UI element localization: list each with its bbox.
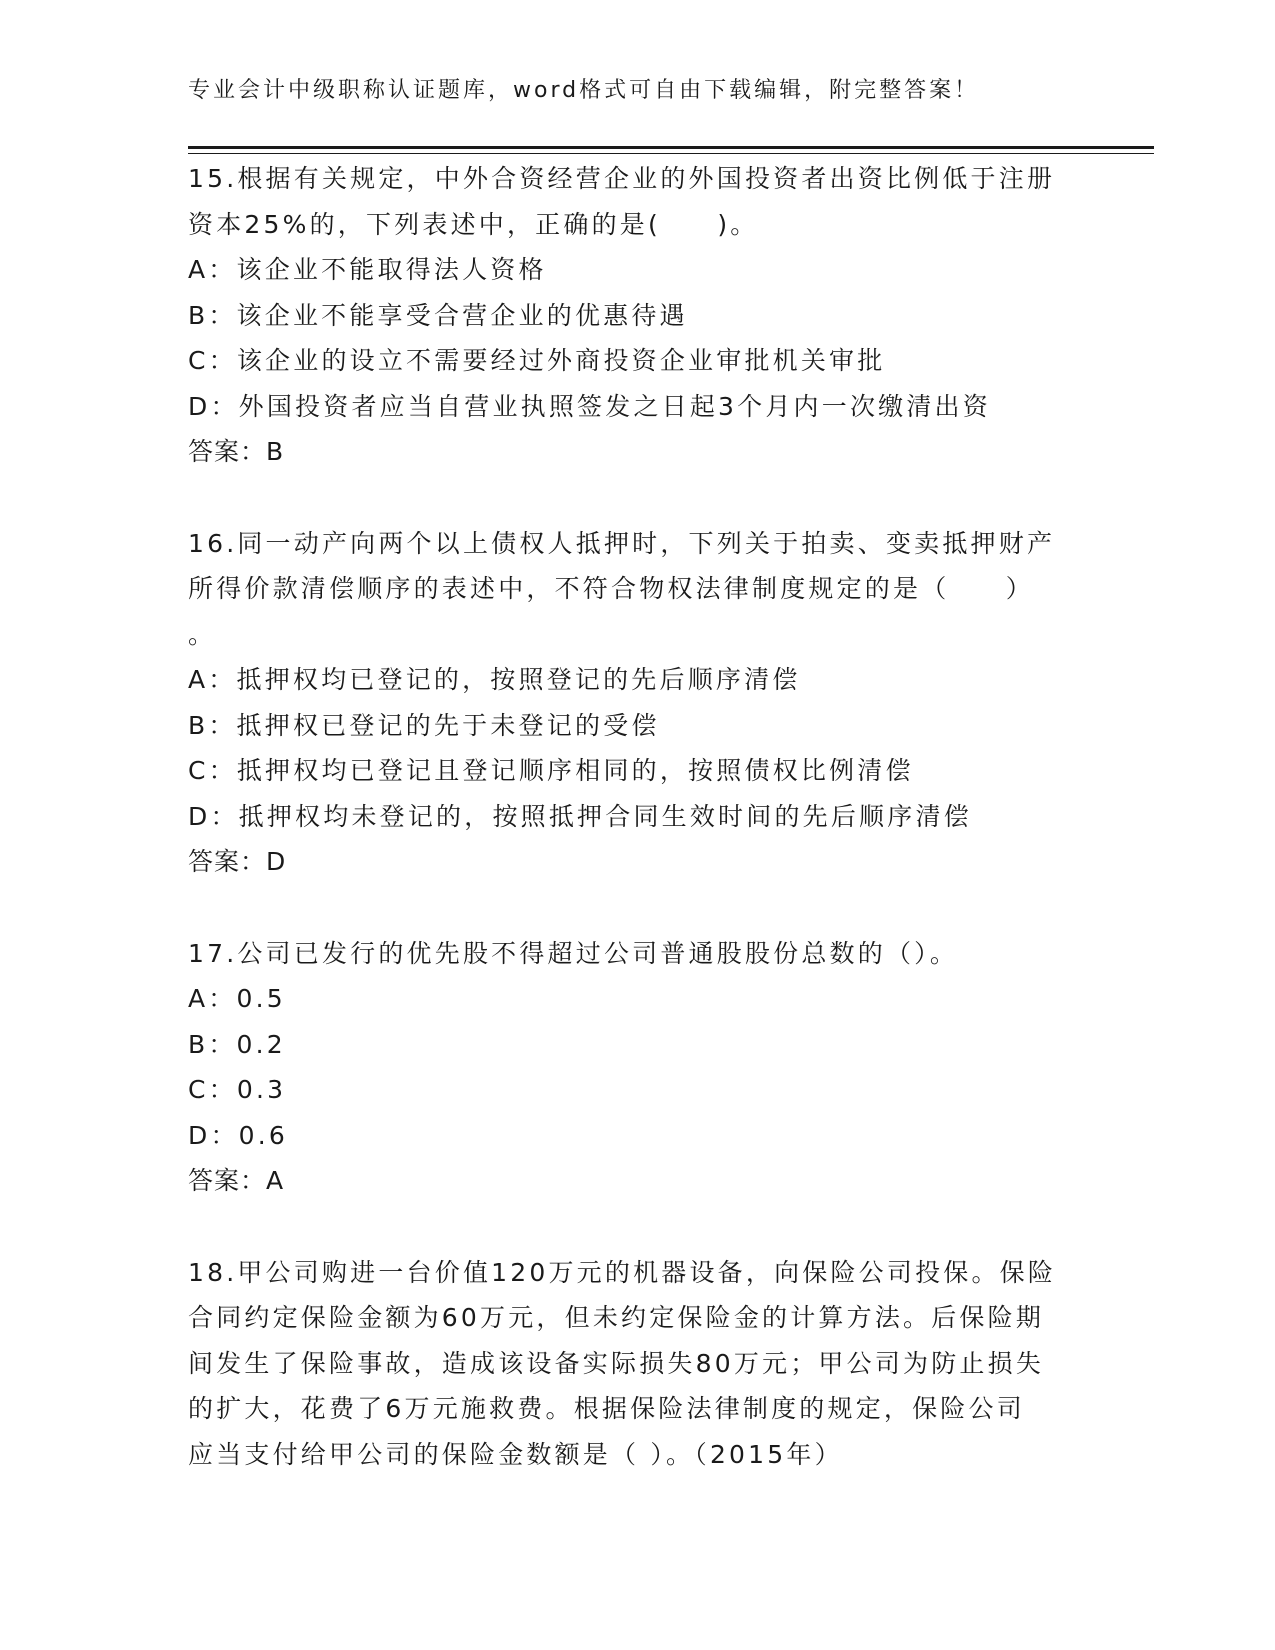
header-title: 专业会计中级职称认证题库，word格式可自由下载编辑，附完整答案！ [188, 78, 980, 103]
question-text-line: 所得价款清偿顺序的表述中，不符合物权法律制度规定的是（ ） [188, 574, 1035, 603]
option-d: D：0.6 [188, 1120, 289, 1150]
question-text-line: 应当支付给甲公司的保险金数额是（ ）。（2015年） [188, 1439, 843, 1469]
answer: 答案：B [188, 437, 285, 466]
option-a: A：0.5 [188, 984, 286, 1013]
option-c: C：该企业的设立不需要经过外商投资企业审批机关审批 [188, 346, 886, 375]
option-b: B：抵押权已登记的先于未登记的受偿 [188, 710, 660, 740]
question-17 [188, 931, 1088, 1204]
question-text-line: 17.公司已发行的优先股不得超过公司普通股股份总数的（）。 [188, 938, 959, 968]
option-a: A：该企业不能取得法人资格 [188, 255, 547, 284]
question-text-line: 资本25%的，下列表述中，正确的是( )。 [188, 209, 759, 239]
answer: 答案：A [188, 1166, 285, 1195]
question-text-line: 18.甲公司购进一台价值120万元的机器设备，向保险公司投保。保险 [188, 1257, 1057, 1287]
spacer [188, 1204, 1088, 1250]
question-16 [188, 521, 1088, 885]
spacer [188, 885, 1088, 931]
question-text-line: 15.根据有关规定，中外合资经营企业的外国投资者出资比例低于注册 [188, 164, 1056, 193]
option-a: A：抵押权均已登记的，按照登记的先后顺序清偿 [188, 665, 801, 694]
header-rule [188, 146, 1154, 149]
question-list [188, 156, 1088, 1477]
option-b: B：该企业不能享受合营企业的优惠待遇 [188, 300, 688, 330]
question-15 [188, 156, 1088, 475]
question-text-line: 16.同一动产向两个以上债权人抵押时，下列关于拍卖、变卖抵押财产 [188, 528, 1056, 558]
question-18 [188, 1250, 1088, 1478]
question-text-line: 。 [188, 619, 217, 649]
answer: 答案：D [188, 847, 287, 876]
header-rule-thin [188, 153, 1154, 154]
question-text-line: 间发生了保险事故，造成该设备实际损失80万元；甲公司为防止损失 [188, 1348, 1045, 1378]
option-c: C：抵押权均已登记且登记顺序相同的，按照债权比例清偿 [188, 756, 914, 785]
option-d: D：外国投资者应当自营业执照签发之日起3个月内一次缴清出资 [188, 391, 991, 421]
question-text-line: 的扩大，花费了6万元施救费。根据保险法律制度的规定，保险公司 [188, 1394, 1025, 1423]
option-d: D：抵押权均未登记的，按照抵押合同生效时间的先后顺序清偿 [188, 801, 972, 831]
question-text-line: 合同约定保险金额为60万元，但未约定保险金的计算方法。后保险期 [188, 1303, 1045, 1332]
spacer [188, 475, 1088, 521]
option-c: C：0.3 [188, 1075, 287, 1104]
option-b: B：0.2 [188, 1029, 286, 1059]
